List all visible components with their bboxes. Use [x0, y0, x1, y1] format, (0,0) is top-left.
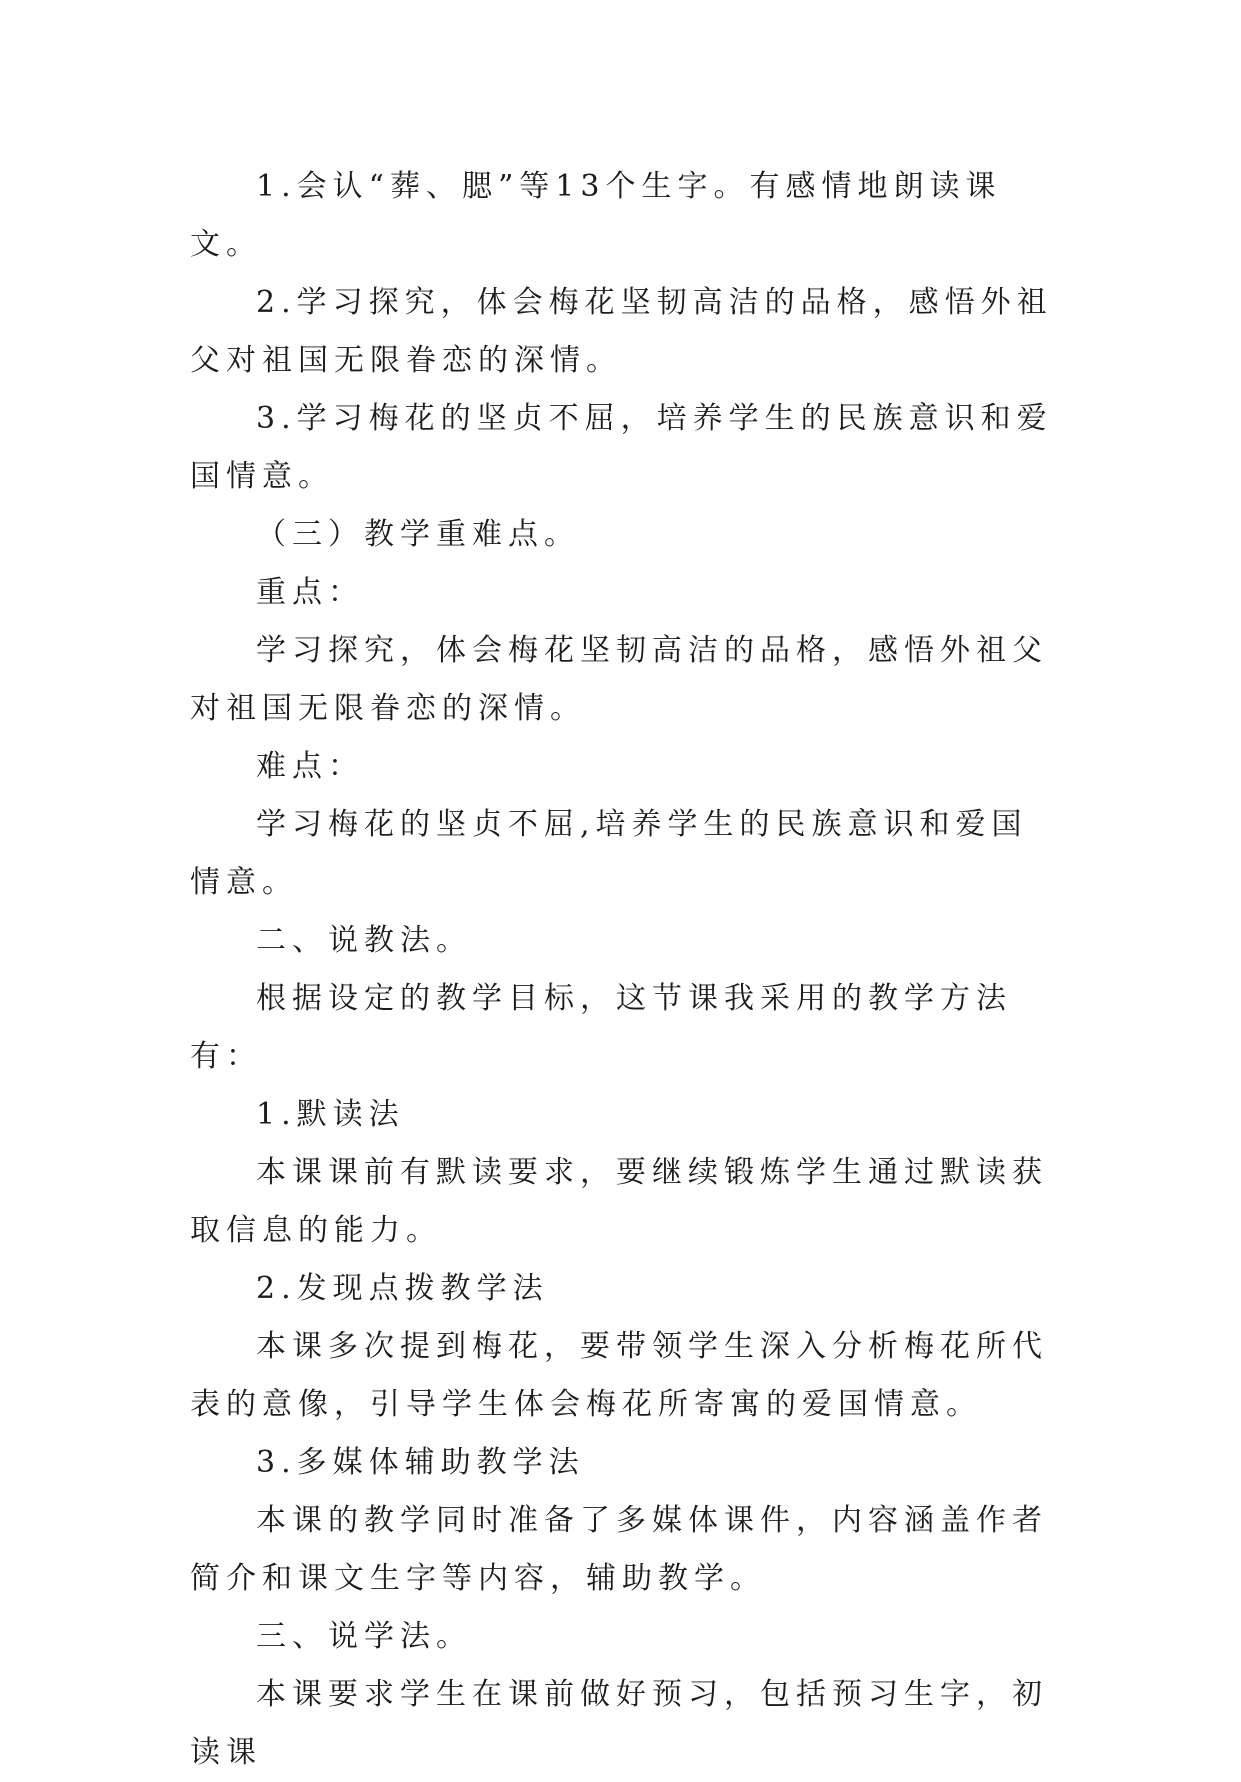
- paragraph-goal-2: 2.学习探究，体会梅花坚韧高洁的品格，感悟外祖父对祖国无限眷恋的深情。: [190, 285, 1053, 378]
- method-heading-2: 2.发现点拨教学法: [256, 1271, 549, 1306]
- paragraph-goal-3: 3.学习梅花的坚贞不屈，培养学生的民族意识和爱国情意。: [190, 401, 1053, 494]
- section-heading-teaching-methods: 二、说教法。: [256, 923, 472, 958]
- section-heading-learning-methods: 三、说学法。: [256, 1619, 472, 1654]
- paragraph-method-1: 本课课前有默读要求，要继续锻炼学生通过默读获取信息的能力。: [190, 1155, 1048, 1248]
- label-key-point: 重点：: [256, 575, 364, 610]
- document-body: [190, 158, 1055, 1782]
- paragraph-difficult-point: 学习梅花的坚贞不屈,培养学生的民族意识和爱国情意。: [190, 807, 1028, 900]
- paragraph-methods-intro: 根据设定的教学目标，这节课我采用的教学方法有：: [190, 981, 1012, 1074]
- paragraph-goal-1: 1.会认“葬、腮”等13个生字。有感情地朗读课文。: [190, 169, 1002, 262]
- paragraph-method-2: 本课多次提到梅花，要带领学生深入分析梅花所代表的意像，引导学生体会梅花所寄寓的爱国情意。: [190, 1329, 1048, 1422]
- method-heading-3: 3.多媒体辅助教学法: [256, 1445, 585, 1480]
- label-difficult-point: 难点：: [256, 749, 364, 784]
- paragraph-key-point: 学习探究，体会梅花坚韧高洁的品格，感悟外祖父对祖国无限眷恋的深情。: [190, 633, 1048, 726]
- paragraph-learning-methods: 本课要求学生在课前做好预习，包括预习生字，初读课: [190, 1677, 1048, 1770]
- section-heading-key-difficult-points: （三）教学重难点。: [256, 517, 580, 552]
- paragraph-method-3: 本课的教学同时准备了多媒体课件，内容涵盖作者简介和课文生字等内容，辅助教学。: [190, 1503, 1048, 1596]
- method-heading-1: 1.默读法: [256, 1097, 405, 1132]
